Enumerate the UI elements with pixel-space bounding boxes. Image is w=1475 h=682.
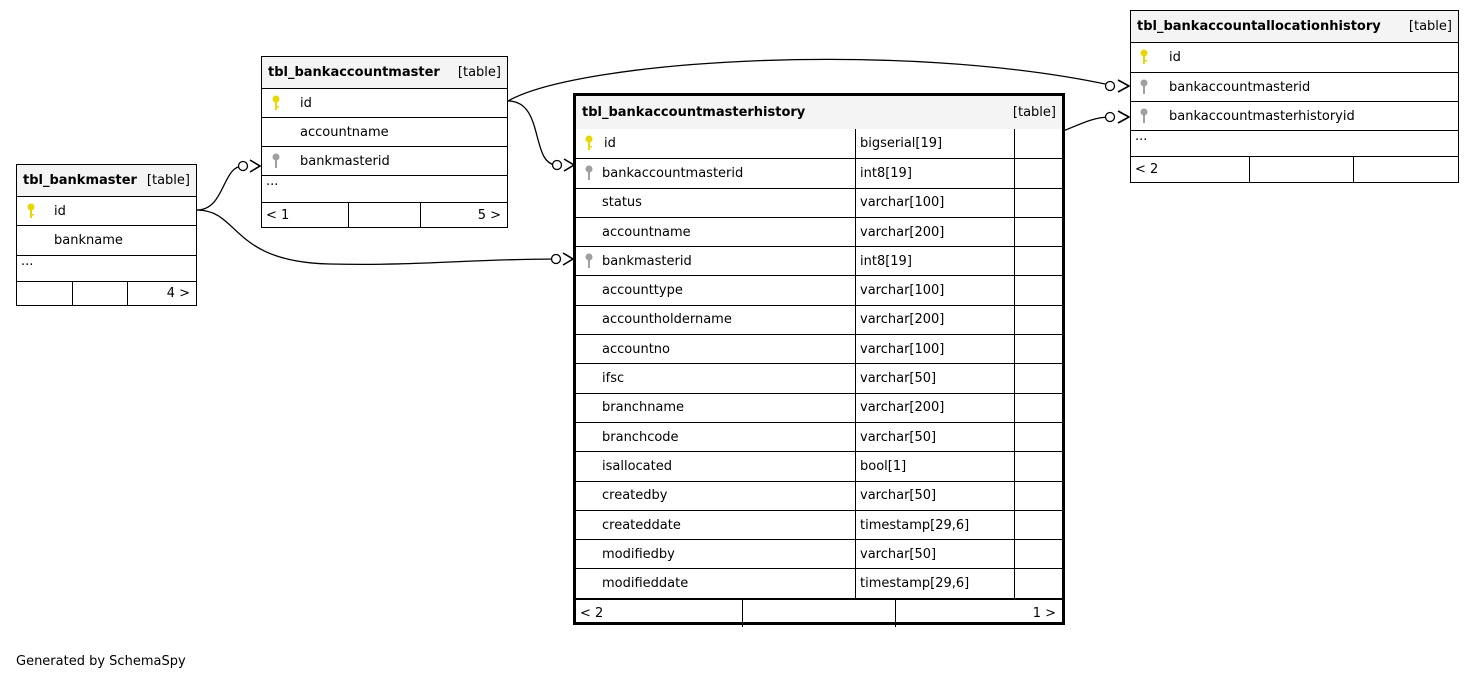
- crowfoot-marker: [563, 253, 573, 265]
- column-row[interactable]: [1131, 101, 1458, 130]
- column-name: branchname: [602, 400, 685, 416]
- table-header[interactable]: [17, 165, 196, 196]
- column-row[interactable]: [576, 393, 1062, 422]
- column-name: isallocated: [602, 458, 672, 474]
- column-name: accountholdername: [602, 312, 732, 328]
- column-row[interactable]: [262, 88, 507, 117]
- primary-key-icon: [26, 203, 36, 219]
- children-link[interactable]: 5 >: [477, 207, 501, 223]
- crowfoot-marker: [250, 160, 260, 172]
- column-type: timestamp[29,6]: [855, 511, 1015, 539]
- column-row[interactable]: [1131, 42, 1458, 72]
- column-row[interactable]: [576, 481, 1062, 510]
- column-type: varchar[200]: [855, 218, 1015, 246]
- table-footer: [576, 599, 1062, 627]
- primary-key-icon: [584, 135, 594, 151]
- optional-marker: [553, 161, 562, 170]
- column-type: varchar[50]: [855, 540, 1015, 568]
- crowfoot-marker: [1118, 111, 1129, 123]
- column-type: bool[1]: [855, 452, 1015, 480]
- column-name: bankaccountmasterhistoryid: [1169, 108, 1355, 124]
- parents-link[interactable]: < 2: [1135, 162, 1159, 177]
- ellipsis: ...: [266, 174, 279, 189]
- children-link[interactable]: 1 >: [1032, 605, 1056, 621]
- primary-key-icon: [271, 95, 281, 111]
- column-name: accounttype: [602, 283, 683, 299]
- table-bankmaster[interactable]: [16, 164, 197, 306]
- table-header[interactable]: [262, 57, 507, 88]
- column-row[interactable]: [1131, 72, 1458, 101]
- column-row[interactable]: [576, 217, 1062, 246]
- column-row[interactable]: [576, 451, 1062, 480]
- column-type: varchar[50]: [855, 423, 1015, 451]
- column-type: int8[19]: [855, 159, 1015, 187]
- foreign-key-icon: [584, 165, 594, 181]
- column-row[interactable]: [576, 422, 1062, 451]
- column-name: accountno: [602, 341, 670, 357]
- column-name: status: [602, 195, 642, 211]
- table-kind: [table]: [146, 173, 190, 188]
- column-row[interactable]: [576, 510, 1062, 539]
- column-row[interactable]: [576, 129, 1062, 158]
- link-bankaccountmaster-history: [508, 101, 557, 165]
- table-footer: [1131, 156, 1458, 182]
- column-row[interactable]: [262, 146, 507, 175]
- foreign-key-icon: [271, 153, 281, 169]
- column-type: timestamp[29,6]: [855, 569, 1015, 597]
- column-name: id: [300, 95, 312, 111]
- column-row[interactable]: [576, 363, 1062, 392]
- column-row[interactable]: [576, 188, 1062, 217]
- table-footer: [262, 202, 507, 227]
- column-row[interactable]: [576, 305, 1062, 334]
- column-row[interactable]: [576, 568, 1062, 597]
- parents-link[interactable]: < 2: [580, 605, 604, 621]
- column-row[interactable]: [17, 225, 196, 255]
- column-name: bankname: [54, 233, 123, 248]
- table-name[interactable]: tbl_bankaccountmaster: [268, 65, 440, 80]
- column-row[interactable]: [576, 158, 1062, 187]
- table-kind: [table]: [457, 65, 501, 80]
- table-bankaccountmaster[interactable]: [261, 56, 508, 228]
- table-name[interactable]: tbl_bankaccountmasterhistory: [582, 105, 806, 120]
- column-list: [576, 129, 1062, 599]
- table-header[interactable]: [1131, 11, 1458, 42]
- more-columns[interactable]: [262, 175, 507, 202]
- table-name[interactable]: tbl_bankaccountallocationhistory: [1137, 19, 1381, 34]
- column-name: modifieddate: [602, 576, 689, 592]
- column-name: accountname: [602, 224, 691, 240]
- column-name: id: [54, 203, 66, 219]
- column-type: varchar[50]: [855, 482, 1015, 510]
- column-row[interactable]: [576, 275, 1062, 304]
- column-type: varchar[100]: [855, 276, 1015, 304]
- optional-marker: [552, 255, 561, 264]
- table-kind: [table]: [1408, 19, 1452, 34]
- table-bankaccountallocationhistory[interactable]: [1130, 10, 1459, 183]
- column-name: bankmasterid: [602, 253, 692, 269]
- column-type: varchar[200]: [855, 394, 1015, 422]
- column-row[interactable]: [17, 196, 196, 225]
- column-name: id: [604, 136, 616, 152]
- column-row[interactable]: [576, 246, 1062, 275]
- table-bankaccountmasterhistory[interactable]: [573, 93, 1065, 625]
- ellipsis: ...: [1135, 129, 1148, 144]
- foreign-key-icon: [1139, 108, 1149, 124]
- column-type: varchar[100]: [855, 189, 1015, 217]
- column-name: bankaccountmasterid: [602, 165, 744, 181]
- parents-link[interactable]: < 1: [266, 207, 290, 223]
- optional-marker: [1106, 113, 1115, 122]
- more-columns[interactable]: [17, 255, 196, 281]
- column-name: createddate: [602, 517, 681, 533]
- column-name: branchcode: [602, 429, 679, 445]
- optional-marker: [239, 162, 248, 171]
- column-type: bigserial[19]: [855, 129, 1015, 158]
- ellipsis: ...: [21, 254, 34, 269]
- column-name: modifiedby: [602, 546, 675, 562]
- more-columns[interactable]: [1131, 130, 1458, 156]
- column-name: bankaccountmasterid: [1169, 79, 1311, 95]
- optional-marker: [1106, 82, 1115, 91]
- column-name: ifsc: [602, 371, 625, 387]
- column-row[interactable]: [576, 334, 1062, 363]
- generated-by-note: Generated by SchemaSpy: [16, 654, 186, 669]
- column-type: varchar[50]: [855, 364, 1015, 392]
- column-name: bankmasterid: [300, 153, 390, 169]
- primary-key-icon: [1139, 49, 1149, 65]
- column-row[interactable]: [576, 539, 1062, 568]
- table-footer: [17, 281, 196, 305]
- column-type: varchar[200]: [855, 306, 1015, 334]
- foreign-key-icon: [1139, 79, 1149, 95]
- column-name: accountname: [300, 124, 389, 140]
- table-kind: [table]: [1012, 105, 1056, 120]
- crowfoot-marker: [1118, 80, 1129, 92]
- column-type: int8[19]: [855, 247, 1015, 275]
- table-header[interactable]: [576, 96, 1062, 129]
- children-link[interactable]: 4 >: [166, 286, 190, 301]
- column-type: varchar[100]: [855, 335, 1015, 363]
- column-name: id: [1169, 50, 1181, 65]
- link-bankmaster-bankaccountmaster: [197, 166, 243, 210]
- table-name[interactable]: tbl_bankmaster: [23, 173, 137, 188]
- foreign-key-icon: [584, 253, 594, 269]
- column-row[interactable]: [262, 117, 507, 146]
- column-name: createdby: [602, 488, 668, 504]
